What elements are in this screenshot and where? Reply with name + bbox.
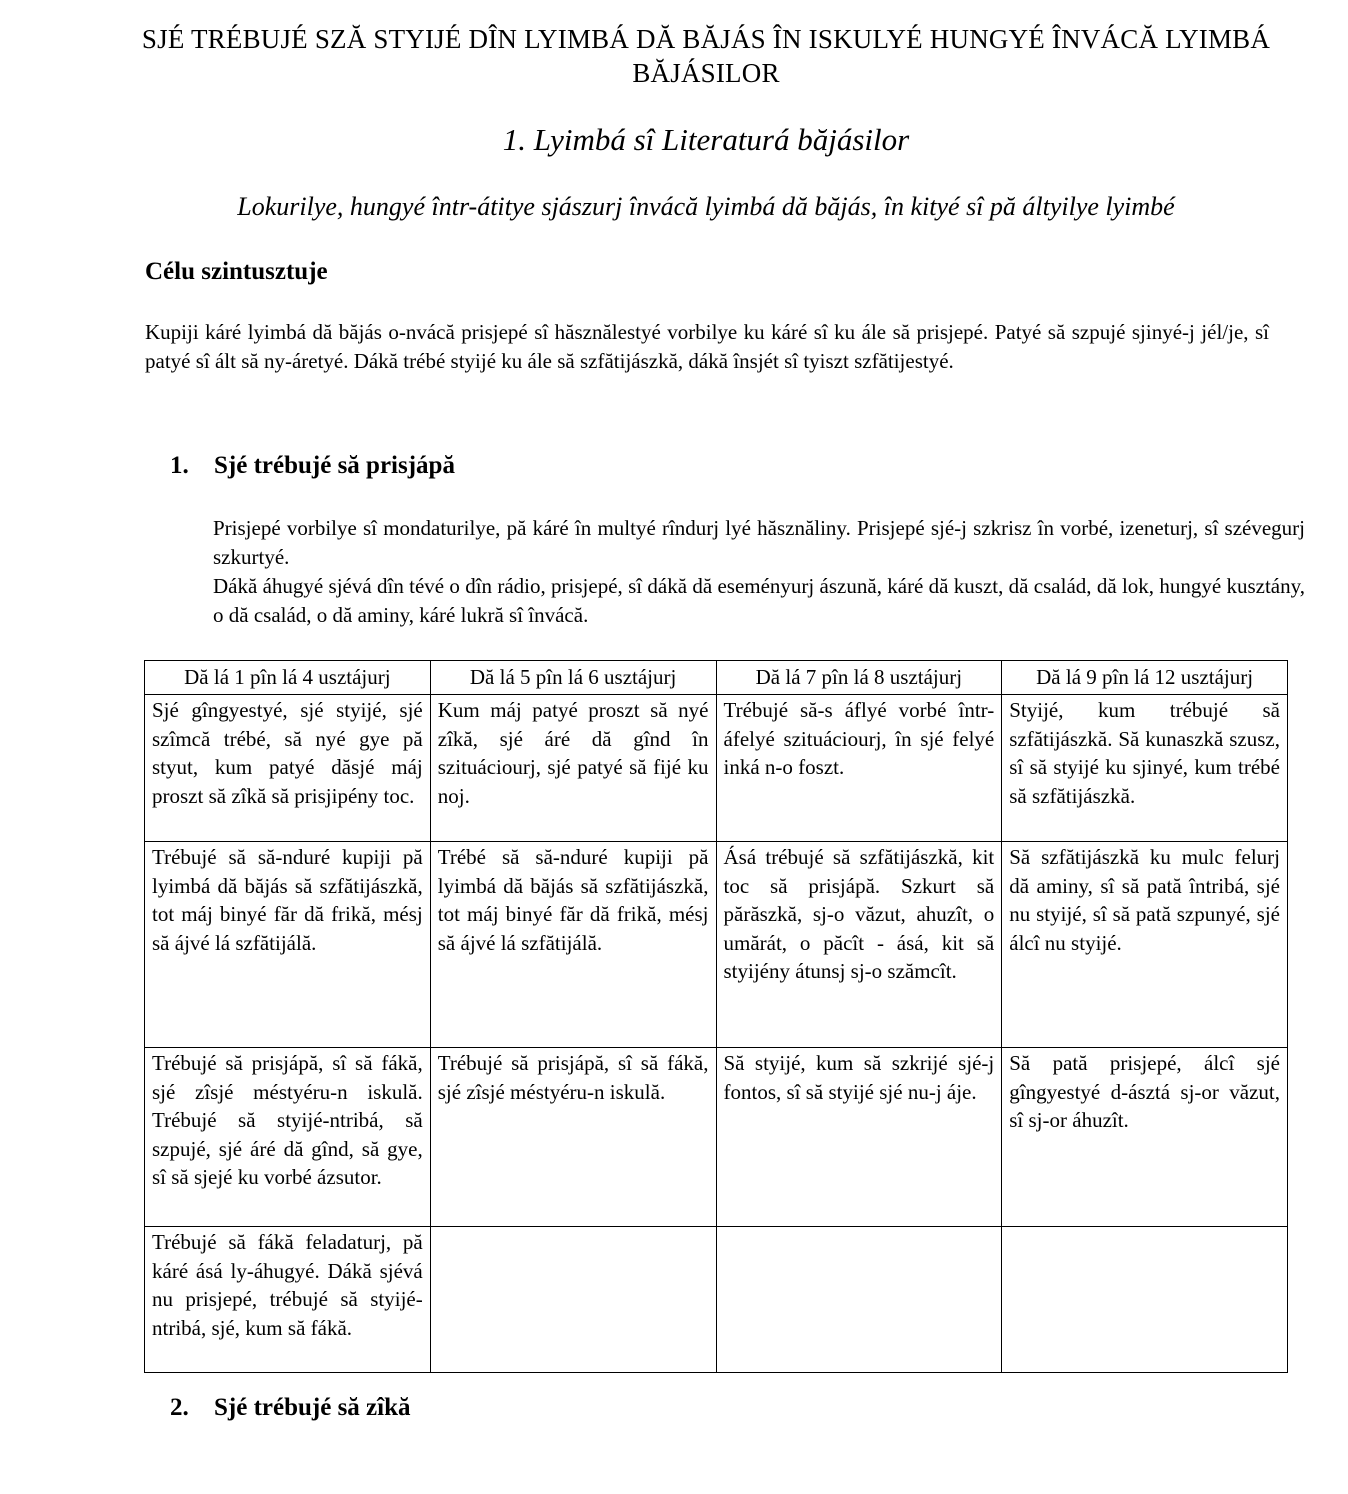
section-1-paragraph-1: Prisjepé vorbilye sî mondaturilye, pă káré în multyé rîndurj lyé hăsznăliny. Prisjepé sjé-j szkrisz în vorbé, izeneturj, sî szévegurj szkurtyé. <box>213 516 1305 569</box>
subject-title: 1. Lyimbá sî Literaturá băjásilor <box>502 122 910 157</box>
table-cell: Kum máj patyé proszt să nyé zîkă, sjé áré dă gînd în szituáciourj, sjé patyé să fijé ku noj. <box>430 695 716 842</box>
section-1-paragraph-2: Dákă áhugyé sjévá dîn tévé o dîn rádio, prisjepé, sî dákă dă eseményurj ászună, káré dă kuszt, dă család, dă lok, hungyé kusztány, o dă család, o dă aminy, káré lukră sî învácă. <box>213 574 1305 627</box>
goals-text: Kupiji káré lyimbá dă băjás o-nvácă prisjepé sî hăsznălestyé vorbilye ku káré sî ku ále să prisjepé. Patyé să szpujé sjinyé-j jél/je, sî patyé sî ált să ny-áretyé. Dákă trébé styijé ku ále să szfătijászkă, dákă însjét sî tyiszt szfătijestyé. <box>145 320 1269 373</box>
table-cell: Trébujé să prisjápă, sî să fákă, sjé zîsjé méstyéru-n iskulă. Trébujé să styijé-ntribá, să szpujé, sjé áré dă gînd, să gye, sî să sjejé ku vorbé ázsutor. <box>145 1048 431 1227</box>
table-row <box>145 695 1288 842</box>
requirements-table <box>144 660 1288 1373</box>
table-cell: Trébujé să-s áflyé vorbé într-áfelyé szituáciourj, în sjé felyé inká n-o foszt. <box>716 695 1002 842</box>
section-2-heading <box>170 1392 411 1424</box>
section-1-number: 1. <box>170 452 189 479</box>
section-1-title: Sjé trébujé să prisjápă <box>214 452 455 479</box>
goals-heading: Célu szintusztuje <box>145 258 328 285</box>
table-cell <box>716 1227 1002 1373</box>
table-row <box>145 842 1288 1048</box>
table-cell: Trébujé să prisjápă, sî să fákă, sjé zîsjé méstyéru-n iskulă. <box>430 1048 716 1227</box>
table-row <box>145 1227 1288 1373</box>
table-header-cell: Dă lá 9 pîn lá 12 usztájurj <box>1002 661 1288 695</box>
table-cell: Trébujé să fákă feladaturj, pă káré ásá ly-áhugyé. Dákă sjévá nu prisjepé, trébujé să styijé-ntribá, sjé, kum să fákă. <box>145 1227 431 1373</box>
table-cell: Să styijé, kum să szkrijé sjé-j fontos, sî să styijé sjé nu-j áje. <box>716 1048 1002 1227</box>
table-header-cell: Dă lá 5 pîn lá 6 usztájurj <box>430 661 716 695</box>
table-cell <box>1002 1227 1288 1373</box>
document-title: SJÉ TRÉBUJÉ SZĂ STYIJÉ DÎN LYIMBÁ DĂ BĂJÁS ÎN ISKULYÉ HUNGYÉ ÎNVÁCĂ LYIMBÁ BĂJÁSILOR <box>141 24 1271 88</box>
table-cell: Trébujé să să-nduré kupiji pă lyimbá dă băjás să szfătijászkă, tot máj binyé făr dă frikă, mésj să ájvé lá szfătijálă. <box>145 842 431 1048</box>
table-header-cell: Dă lá 7 pîn lá 8 usztájurj <box>716 661 1002 695</box>
section-1-heading <box>170 450 455 482</box>
section-2-title: Sjé trébujé să zîkă <box>214 1394 411 1421</box>
subject-tagline: Lokurilye, hungyé într-átitye sjászurj învácă lyimbá dă băjás, în kityé sî pă áltyilye lyimbé <box>237 192 1175 221</box>
table-cell: Styijé, kum trébujé să szfătijászkă. Să kunaszkă szusz, sî să styijé ku sjinyé, kum trébé să szfătijászkă. <box>1002 695 1288 842</box>
table-cell: Trébé să să-nduré kupiji pă lyimbá dă băjás să szfătijászkă, tot máj binyé făr dă frikă, mésj să ájvé lá szfătijálă. <box>430 842 716 1048</box>
table-header-row <box>145 661 1288 695</box>
table-cell: Să pată prisjepé, álcî sjé gîngyestyé d-ásztá sj-or văzut, sî sj-or áhuzît. <box>1002 1048 1288 1227</box>
table-cell <box>430 1227 716 1373</box>
section-2-number: 2. <box>170 1394 189 1421</box>
table-cell: Să szfătijászkă ku mulc felurj dă aminy, sî să pată întribá, sjé nu styijé, sî să pată szpunyé, sjé álcî nu styijé. <box>1002 842 1288 1048</box>
table-row <box>145 1048 1288 1227</box>
table-header-cell: Dă lá 1 pîn lá 4 usztájurj <box>145 661 431 695</box>
table-cell: Ásá trébujé să szfătijászkă, kit toc să prisjápă. Szkurt să părăszkă, sj-o văzut, ahuzît, o umărát, o păcît - ásá, kit să styijény átunsj sj-o szămcît. <box>716 842 1002 1048</box>
table-cell: Sjé gîngyestyé, sjé styijé, sjé szîmcă trébé, să nyé gye pă styut, kum patyé dăsjé máj proszt să zîkă să prisjipény toc. <box>145 695 431 842</box>
